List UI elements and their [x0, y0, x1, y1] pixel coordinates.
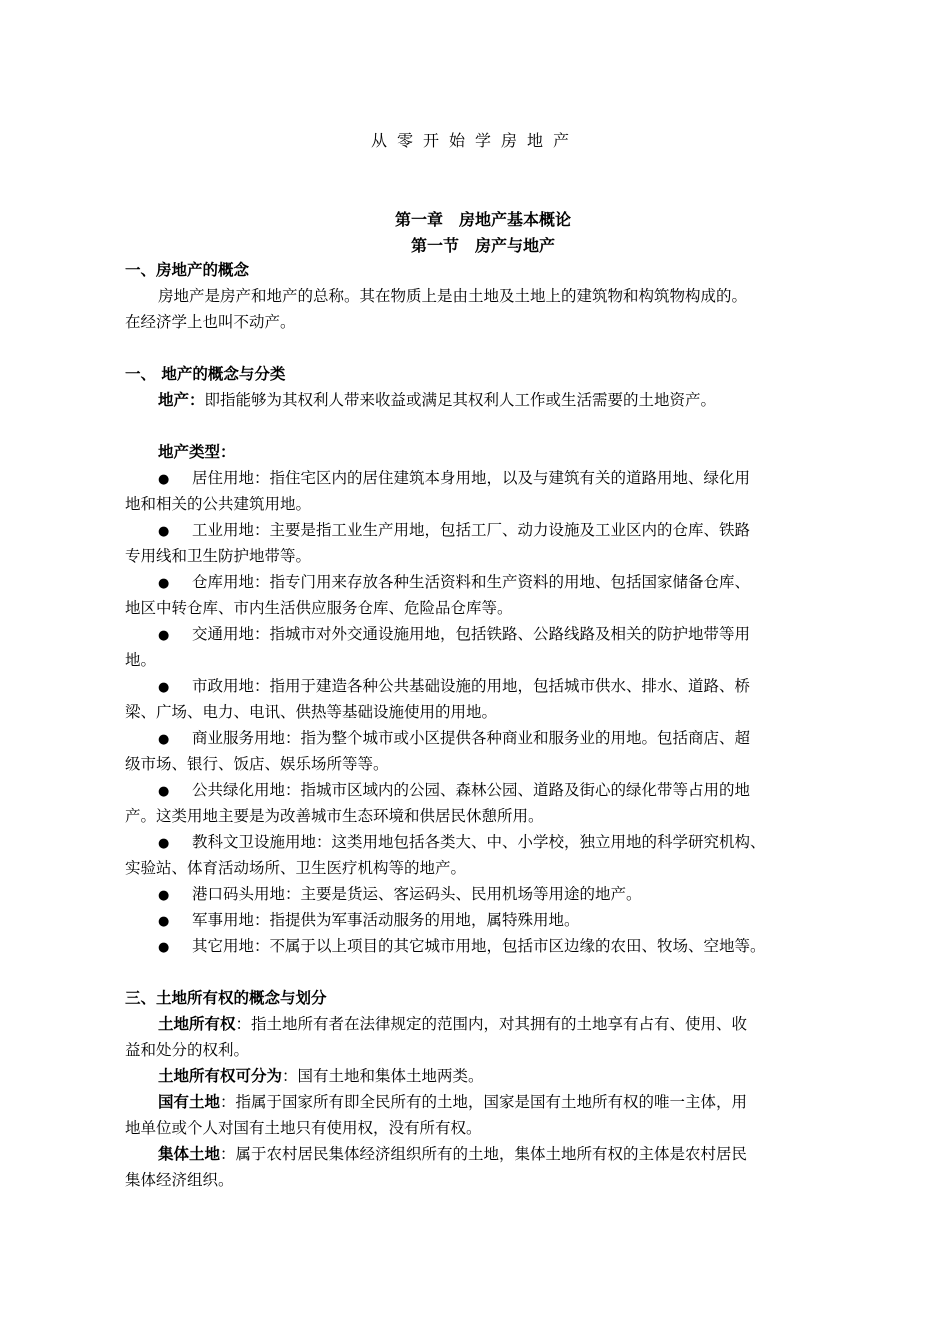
- list-item: [158, 883, 642, 907]
- list-item-text: 商业服务用地：指为整个城市或小区提供各种商业和服务业的用地。包括商店、超: [192, 729, 751, 747]
- list-item-continuation: 级市场、银行、饭店、娱乐场所等等。: [125, 755, 389, 773]
- list-item: [158, 831, 766, 855]
- list-item-text: 军事用地：指提供为军事活动服务的用地，属特殊用地。: [192, 911, 580, 929]
- list-item: [158, 909, 580, 933]
- paragraph-line: 集体经济组织。: [125, 1171, 234, 1189]
- paragraph-line: 益和处分的权利。: [125, 1041, 250, 1059]
- list-item-text: 公共绿化用地：指城市区域内的公园、森林公园、道路及街心的绿化带等占用的地: [192, 781, 751, 799]
- bullet-icon: ●: [158, 524, 170, 539]
- list-item: [158, 467, 750, 491]
- list-item-text: 其它用地：不属于以上项目的其它城市用地，包括市区边缘的农田、牧场、空地等。: [192, 937, 766, 955]
- collective-land-definition: [158, 1143, 747, 1165]
- bullet-icon: ●: [158, 888, 170, 903]
- list-item: [158, 727, 750, 751]
- bullet-icon: ●: [158, 628, 170, 643]
- list-item-text: 市政用地：指用于建造各种公共基础设施的用地，包括城市供水、排水、道路、桥: [192, 677, 751, 695]
- list-item: [158, 779, 750, 803]
- list-item-continuation: 产。这类用地主要是为改善城市生态环境和供居民休憩所用。: [125, 807, 544, 825]
- list-item-continuation: 地和相关的公共建筑用地。: [125, 495, 312, 513]
- list-item-continuation: 专用线和卫生防护地带等。: [125, 547, 312, 565]
- paragraph-line: 在经济学上也叫不动产。: [125, 313, 296, 331]
- paragraph-line: 地单位或个人对国有土地只有使用权，没有所有权。: [125, 1119, 482, 1137]
- definition-text: 即指能够为其权利人带来收益或满足其权利人工作或生活需要的土地资产。: [204, 391, 717, 409]
- list-item-continuation: 实验站、体育活动场所、卫生医疗机构等的地产。: [125, 859, 467, 877]
- list-item: [158, 935, 766, 959]
- section-heading-real-estate-concept: 一、房地产的概念: [125, 261, 250, 279]
- section-heading-land-property: 一、 地产的概念与分类: [125, 365, 286, 383]
- state-land-definition: [158, 1091, 747, 1113]
- paragraph-line: 房地产是房产和地产的总称。其在物质上是由土地及土地上的建筑物和构筑物构成的。: [158, 287, 748, 305]
- bullet-icon: ●: [158, 732, 170, 747]
- list-item-text: 仓库用地：指专门用来存放各种生活资料和生产资料的用地、包括国家储备仓库、: [192, 573, 751, 591]
- definition-term: 地产：: [158, 391, 205, 409]
- list-item: [158, 675, 750, 699]
- list-item-text: 港口码头用地：主要是货运、客运码头、民用机场等用途的地产。: [192, 885, 642, 903]
- list-item-continuation: 梁、广场、电力、电讯、供热等基础设施使用的用地。: [125, 703, 498, 721]
- definition-term: 土地所有权可分为: [158, 1067, 283, 1085]
- section-title: 第一节 房产与地产: [410, 236, 555, 255]
- list-item-text: 教科文卫设施用地：这类用地包括各类大、中、小学校，独立用地的科学研究机构、: [192, 833, 766, 851]
- list-item-text: 交通用地：指城市对外交通设施用地，包括铁路、公路线路及相关的防护地带等用: [192, 625, 751, 643]
- bullet-icon: ●: [158, 472, 170, 487]
- definition-term: 国有土地: [158, 1093, 221, 1111]
- bullet-icon: ●: [158, 680, 170, 695]
- definition-term: 土地所有权: [158, 1015, 236, 1033]
- list-item-text: 工业用地：主要是指工业生产用地，包括工厂、动力设施及工业区内的仓库、铁路: [192, 521, 751, 539]
- list-item: [158, 571, 750, 595]
- list-item-text: 居住用地：指住宅区内的居住建筑本身用地，以及与建筑有关的道路用地、绿化用: [192, 469, 751, 487]
- land-types-label: 地产类型：: [158, 443, 236, 461]
- bullet-icon: ●: [158, 576, 170, 591]
- list-item: [158, 519, 750, 543]
- land-property-definition: [158, 389, 716, 411]
- definition-term: 集体土地: [158, 1145, 221, 1163]
- list-item-continuation: 地区中转仓库、市内生活供应服务仓库、危险品仓库等。: [125, 599, 513, 617]
- definition-text: ：属于农村居民集体经济组织所有的土地，集体土地所有权的主体是农村居民: [220, 1145, 748, 1163]
- definition-text: ：指属于国家所有即全民所有的土地，国家是国有土地所有权的唯一主体，用: [220, 1093, 748, 1111]
- document-title: 从零开始学房地产: [370, 131, 579, 150]
- ownership-definition: [158, 1013, 747, 1035]
- bullet-icon: ●: [158, 914, 170, 929]
- section-heading-land-ownership: 三、土地所有权的概念与划分: [125, 989, 327, 1007]
- ownership-split: [158, 1065, 484, 1087]
- definition-text: ：国有土地和集体土地两类。: [282, 1067, 484, 1085]
- list-item-continuation: 地。: [125, 651, 157, 669]
- bullet-icon: ●: [158, 836, 170, 851]
- list-item: [158, 623, 750, 647]
- bullet-icon: ●: [158, 784, 170, 799]
- definition-text: ：指土地所有者在法律规定的范围内，对其拥有的土地享有占有、使用、收: [235, 1015, 748, 1033]
- bullet-icon: ●: [158, 940, 170, 955]
- chapter-title: 第一章 房地产基本概论: [394, 210, 571, 229]
